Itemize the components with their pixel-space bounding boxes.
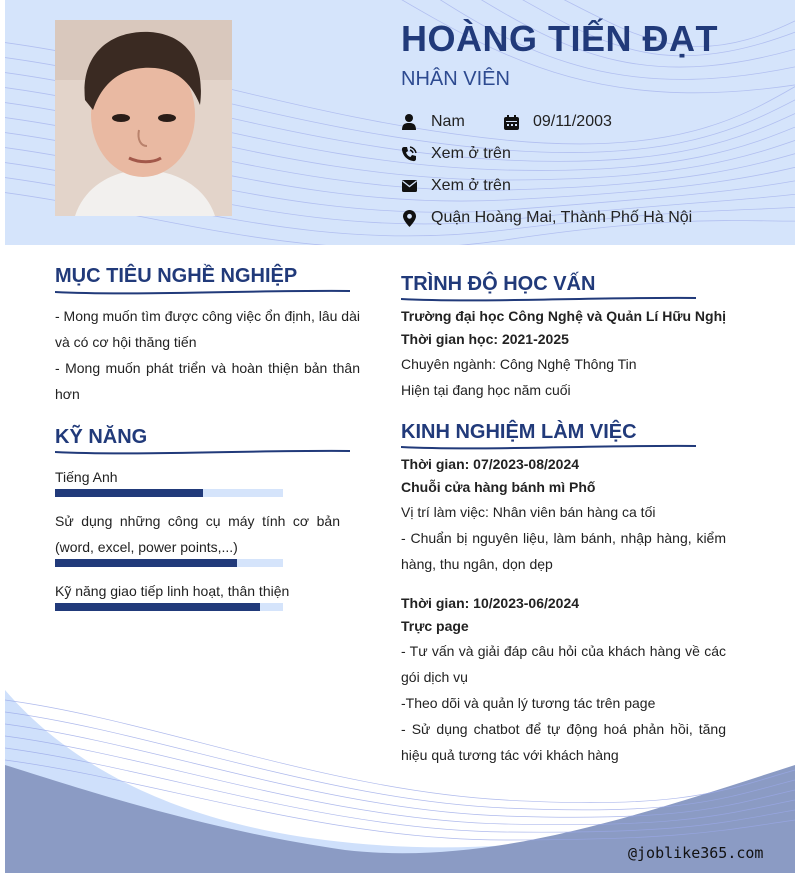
skill-bar [55, 489, 283, 497]
skill-bar [55, 559, 283, 567]
education-school: Trường đại học Công Nghệ và Quản Lí Hữu Nghị [401, 308, 727, 324]
job-line: - Chuẩn bị nguyên liệu, làm bánh, nhập hàng, kiểm hàng, thu ngân, dọn dẹp [401, 530, 726, 572]
skill-bar-fill [55, 489, 203, 497]
skills-underline [55, 446, 355, 458]
address-value: Quận Hoàng Mai, Thành Phố Hà Nội [431, 209, 693, 226]
job-period: Thời gian: 07/2023-08/2024 [401, 456, 580, 472]
birthday-value: 09/11/2003 [533, 113, 612, 130]
phone-value: Xem ở trên [431, 145, 511, 162]
job-company: Chuỗi cửa hàng bánh mì Phố [401, 479, 596, 495]
candidate-role: NHÂN VIÊN [401, 68, 510, 90]
objective-underline [55, 286, 355, 298]
job-line: - Sử dụng chatbot để tự động hoá phản hồi, tăng hiệu quả tương tác với khách hàng [401, 721, 726, 763]
objective-line-1: - Mong muốn tìm được công việc ổn định, lâu dài và có cơ hội thăng tiến [55, 308, 360, 350]
skill-bar-fill [55, 559, 237, 567]
skill-label: Kỹ năng giao tiếp linh hoạt, thân thiện [55, 583, 290, 599]
gender-value: Nam [431, 113, 465, 130]
job-period: Thời gian: 10/2023-06/2024 [401, 595, 580, 611]
skills-title: KỸ NĂNG [55, 426, 148, 448]
education-status: Hiện tại đang học năm cuối [401, 382, 571, 398]
education-major: Chuyên ngành: Công Nghệ Thông Tin [401, 356, 637, 372]
job-line: Vị trí làm việc: Nhân viên bán hàng ca tối [401, 504, 656, 520]
candidate-name: HOÀNG TIẾN ĐẠT [401, 18, 718, 59]
skill-bar-fill [55, 603, 260, 611]
job-company: Trực page [401, 618, 469, 634]
objective-title: MỤC TIÊU NGHỀ NGHIỆP [55, 265, 298, 287]
job-line: - Tư vấn và giải đáp câu hỏi của khách hàng về các gói dịch vụ [401, 643, 726, 685]
skill-bar [55, 603, 283, 611]
experience-title: KINH NGHIỆM LÀM VIỆC [401, 421, 637, 443]
education-title: TRÌNH ĐỘ HỌC VẤN [401, 273, 596, 295]
objective-line-2: - Mong muốn phát triển và hoàn thiện bản thân hơn [55, 360, 360, 402]
cv-page [5, 0, 795, 873]
education-period: Thời gian học: 2021-2025 [401, 331, 569, 347]
job-line: -Theo dõi và quản lý tương tác trên page [401, 695, 656, 711]
brand-watermark: @joblike365.com [628, 844, 764, 862]
skill-label: Sử dụng những công cụ máy tính cơ bản (word, excel, power points,...) [55, 513, 340, 555]
email-value: Xem ở trên [431, 177, 511, 194]
skill-label: Tiếng Anh [55, 469, 118, 485]
